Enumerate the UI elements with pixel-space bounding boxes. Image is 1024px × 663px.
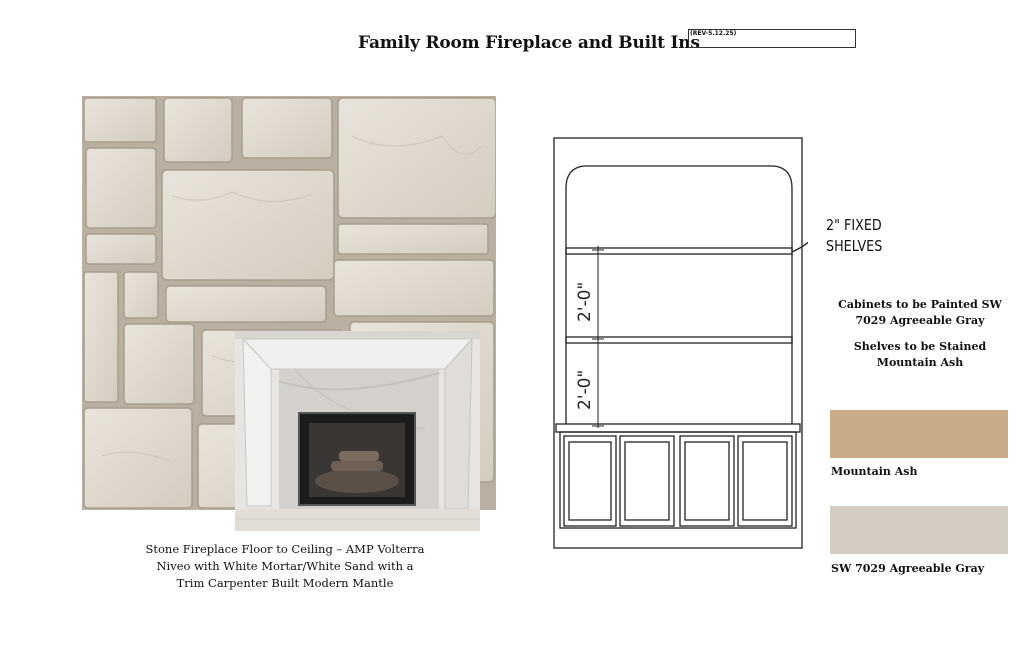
shelf-stain-note: Shelves to be Stained Mountain Ash	[853, 340, 987, 369]
caption-line: Stone Fireplace Floor to Ceiling – AMP Volterra	[145, 542, 425, 556]
fireplace-caption	[140, 541, 430, 592]
dimension-lower-label: 2'-0"	[575, 369, 595, 410]
agreeable-gray-swatch	[830, 506, 1008, 554]
fixed-shelves-callout: 2" FIXED SHELVES	[826, 216, 883, 255]
page-title: Family Room Fireplace and Built Ins	[358, 33, 700, 53]
revision-label: (REV-5.12.25)	[690, 30, 737, 37]
agreeable-gray-label: SW 7029 Agreeable Gray	[831, 562, 985, 575]
caption-line: Niveo with White Mortar/White Sand with a	[156, 559, 414, 573]
builtins-elevation-drawing	[548, 132, 808, 552]
fireplace-mantle-photo	[235, 331, 480, 531]
mountain-ash-swatch	[830, 410, 1008, 458]
revision-box	[688, 29, 856, 48]
caption-line: Trim Carpenter Built Modern Mantle	[176, 576, 394, 590]
dimension-upper-label: 2'-0"	[575, 281, 595, 322]
mountain-ash-label: Mountain Ash	[831, 465, 918, 478]
cabinet-paint-note: Cabinets to be Painted SW 7029 Agreeable Gray	[838, 298, 1002, 327]
